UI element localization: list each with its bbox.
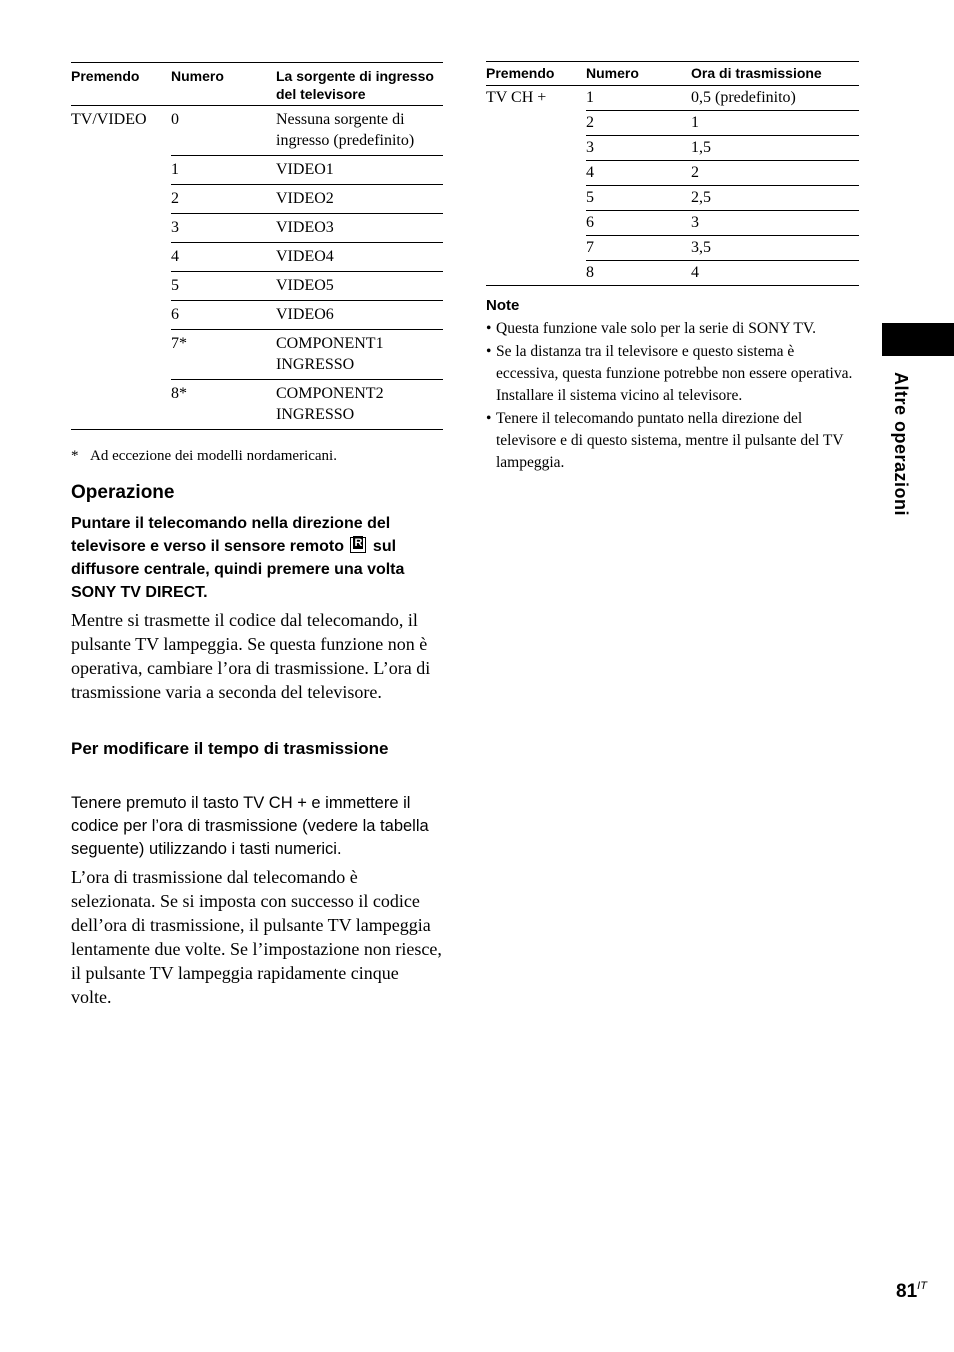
modify-instruction: Tenere premuto il tasto TV CH + e immettere il codice per l’ora di trasmissione (vedere la tabella seguente) utilizzando i tasti numerici. [71, 794, 429, 858]
list-item: • Se la distanza tra il televisore e questo sistema è eccessiva, questa funzione potrebbe non essere operativa. Installare il sistema vicino al televisore. [486, 341, 858, 407]
footnote-mark: * [71, 448, 79, 464]
number-cell: 6 [586, 211, 691, 236]
section-tab-marker [882, 323, 954, 356]
time-cell: 3,5 [691, 236, 859, 261]
table-header-row [71, 63, 443, 106]
source-cell: VIDEO6 [276, 301, 443, 330]
instruction-part-a: Puntare il telecomando nella direzione del televisore e verso il sensore remoto [71, 515, 391, 555]
press-cell: TV CH + [486, 89, 547, 106]
table-row [486, 86, 859, 111]
source-cell: VIDEO2 [276, 185, 443, 214]
time-cell: 1 [691, 111, 859, 136]
number-cell: 2 [586, 111, 691, 136]
page-number [896, 1280, 927, 1303]
header-source: La sorgente di ingresso del televisore [276, 68, 434, 102]
number-cell: 8* [171, 385, 187, 402]
number-cell: 6 [171, 301, 276, 330]
header-press: Premendo [486, 65, 555, 81]
remote-sensor-icon [350, 537, 366, 553]
subsection-heading-modify: Per modificare il tempo di trasmissione [71, 739, 389, 758]
transmission-time-table [486, 61, 859, 286]
input-source-table [71, 62, 443, 430]
number-cell: 3 [171, 214, 276, 243]
number-cell: 7 [586, 236, 691, 261]
number-cell: 0 [171, 106, 276, 156]
number-cell: 1 [586, 86, 691, 111]
header-press: Premendo [71, 68, 140, 84]
operation-description: Mentre si trasmette il codice dal telecomando, il pulsante TV lampeggia. Se questa funzione non è operativa, cambiare l’ora di trasmissione. L’ora di trasmissione varia a seconda del televisore. [71, 610, 431, 702]
source-cell: VIDEO1 [276, 156, 443, 185]
operation-instruction [71, 512, 443, 604]
time-cell: 1,5 [691, 136, 859, 161]
footnote-text: Ad eccezione dei modelli nordamericani. [90, 448, 337, 464]
table-footnote [71, 448, 337, 465]
source-cell: VIDEO4 [276, 243, 443, 272]
time-cell: 0,5 (predefinito) [691, 86, 859, 111]
section-side-label: Altre operazioni [891, 372, 911, 517]
time-cell: 4 [691, 264, 699, 281]
notes-list [486, 318, 858, 475]
number-cell: 5 [586, 186, 691, 211]
modify-description: L’ora di trasmissione dal telecomando è selezionata. Se si imposta con successo il codice dell’ora di trasmissione, il pulsante TV lampeggia lentamente due volte. Se l’impostazione non riesce, il pulsante TV lampeggia rapidamente cinque volte. [71, 867, 442, 1007]
table-row [71, 106, 443, 156]
number-cell: 8 [586, 264, 594, 281]
press-cell: TV/VIDEO [71, 111, 147, 128]
number-cell: 5 [171, 272, 276, 301]
number-cell: 4 [586, 161, 691, 186]
instruction-part-b: sul diffusore centrale, quindi premere una volta SONY TV DIRECT. [71, 538, 405, 601]
number-cell: 1 [171, 156, 276, 185]
source-cell: VIDEO3 [276, 214, 443, 243]
time-cell: 3 [691, 211, 859, 236]
number-cell: 3 [586, 136, 691, 161]
list-item: • Questa funzione vale solo per la serie di SONY TV. [486, 318, 858, 340]
notes-heading: Note [486, 297, 520, 314]
source-cell: Nessuna sorgente di ingresso (predefinito) [276, 106, 443, 156]
source-cell: COMPONENT1 INGRESSO [276, 330, 443, 380]
source-cell: VIDEO5 [276, 272, 443, 301]
header-number: Numero [586, 65, 639, 81]
table-header-row [486, 62, 859, 86]
page-language-suffix: IT [917, 1280, 927, 1292]
header-time: Ora di trasmissione [691, 65, 822, 81]
list-item: • Tenere il telecomando puntato nella direzione del televisore e di questo sistema, mentre il pulsante del TV lampeggia. [486, 408, 858, 474]
number-cell: 2 [171, 185, 276, 214]
time-cell: 2,5 [691, 186, 859, 211]
number-cell: 7* [171, 330, 276, 380]
time-cell: 2 [691, 161, 859, 186]
header-number: Numero [171, 68, 224, 84]
source-cell: COMPONENT2 INGRESSO [276, 385, 384, 423]
section-heading-operazione: Operazione [71, 482, 175, 503]
number-cell: 4 [171, 243, 276, 272]
page-number-value: 81 [896, 1281, 918, 1302]
